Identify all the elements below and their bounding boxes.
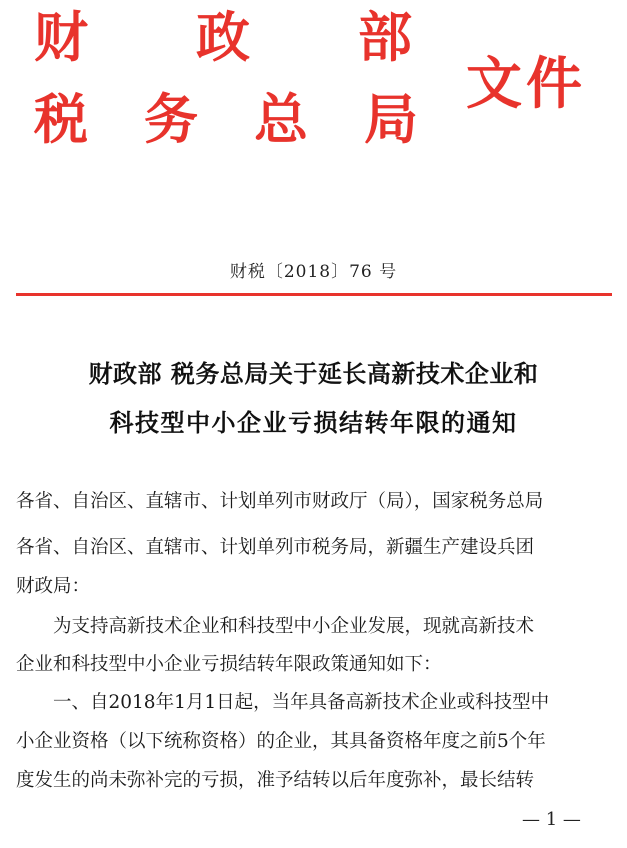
item-one-line-1: 一、自2018年1月1日起，当年具备高新技术企业或科技型中 xyxy=(53,692,550,713)
item-one-line-2: 小企业资格（以下统称资格）的企业，其具备资格年度之前5个年 xyxy=(16,731,546,752)
document-number: 财税〔2018〕76 号 xyxy=(229,262,398,282)
addressee-line-2: 各省、自治区、直辖市、计划单列市税务局，新疆生产建设兵团 xyxy=(16,537,535,558)
document-type-label: 文件 xyxy=(466,51,586,117)
issuer-line-tax-administration: 税务总局 xyxy=(34,87,474,151)
intro-paragraph-line-2: 企业和科技型中小企业亏损结转年限政策通知如下： xyxy=(16,654,442,675)
document-title-line-1: 财政部 税务总局关于延长高新技术企业和 xyxy=(88,360,539,388)
page-number: — 1 — xyxy=(522,809,581,830)
document-title-line-2: 科技型中小企业亏损结转年限的通知 xyxy=(109,409,518,437)
addressee-line-1: 各省、自治区、直辖市、计划单列市财政厅（局），国家税务总局 xyxy=(16,491,544,512)
item-one-line-3: 度发生的尚未弥补完的亏损，准予结转以后年度弥补，最长结转 xyxy=(16,770,535,791)
intro-paragraph-line-1: 为支持高新技术企业和科技型中小企业发展，现就高新技术 xyxy=(53,616,535,637)
addressee-line-3: 财政局： xyxy=(16,576,91,597)
red-separator-line xyxy=(16,293,612,296)
issuer-line-finance-ministry: 财政部 xyxy=(34,5,520,69)
